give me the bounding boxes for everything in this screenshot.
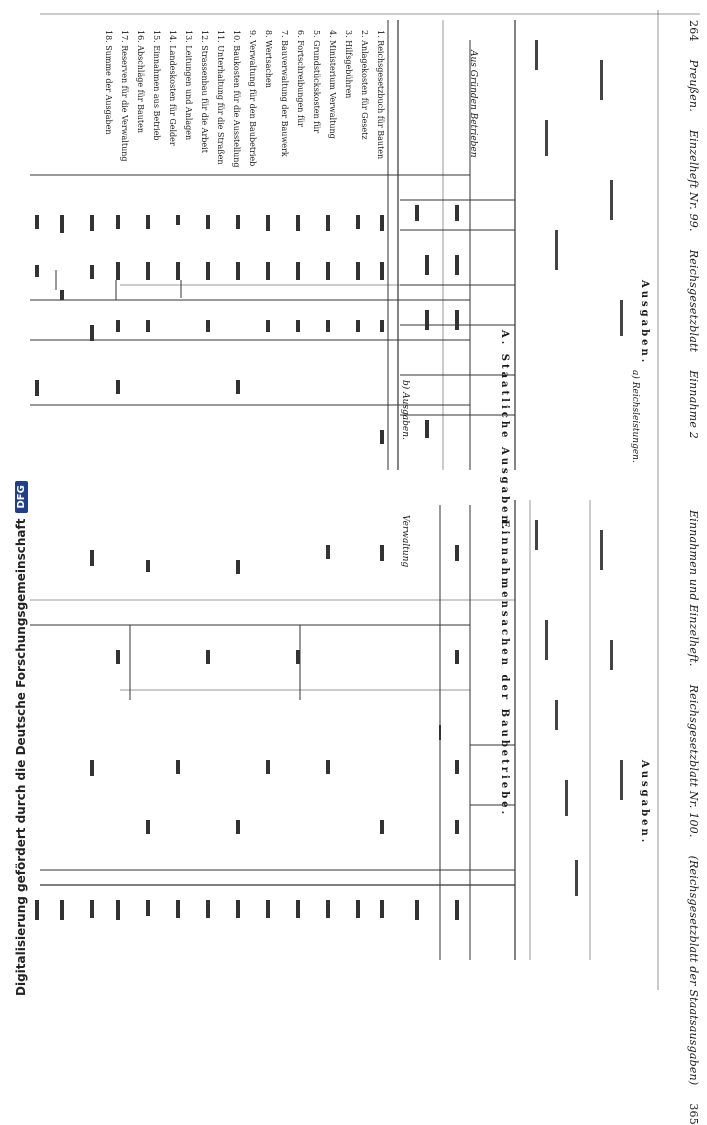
row-label: 10. Baukosten für die Ausstellung bbox=[232, 30, 241, 168]
row-label: 7. Bauverwaltung der Bauwerk bbox=[280, 30, 289, 157]
footer-text: Digitalisierung gefördert durch die Deutsche Forschungsgemeinschaft bbox=[14, 518, 28, 996]
row-label: 9. Verwaltung für den Baubetrieb bbox=[248, 30, 257, 167]
right-running-head bbox=[687, 510, 700, 1125]
row-label: 12. Strassenbau für die Arbeit bbox=[200, 30, 209, 153]
right-subtitle: Einnahmensachen der Baubetriebe. bbox=[499, 520, 510, 818]
row-label: 6. Fortschreibungen für bbox=[296, 30, 305, 127]
row-label: 2. Anlagekosten für Gesetz bbox=[360, 30, 369, 140]
row-label: 13. Leitungen und Anlagen bbox=[184, 30, 193, 141]
row-label: 18. Summe der Ausgaben bbox=[104, 30, 113, 135]
row-label: 5. Grundstückskosten für bbox=[312, 30, 321, 134]
left-row-labels bbox=[104, 30, 385, 168]
right-head-2: Reichsgesetzblatt Nr. 100. bbox=[687, 684, 700, 838]
left-subtitle-c: b) Ausgaben. bbox=[400, 380, 410, 440]
left-column-header: Aus Gründen Betrieben bbox=[468, 50, 478, 158]
left-head-3: Reichsgesetzblatt bbox=[687, 249, 700, 353]
right-section-title: Ausgaben. bbox=[639, 760, 650, 846]
left-section-title: Ausgaben. bbox=[639, 280, 650, 366]
left-head-1: Preußen. bbox=[687, 59, 700, 112]
left-subtitle-b: A. Staatliche Ausgaben. bbox=[499, 330, 510, 533]
row-label: 1. Reichsgesetzbuch für Bauten bbox=[376, 30, 385, 160]
row-label: 11. Unterhaltung für die Straßen bbox=[216, 30, 225, 165]
row-label: 16. Abschläge für Bauten bbox=[136, 30, 145, 134]
right-head-1: Einnahmen und Einzelheft. bbox=[687, 510, 700, 667]
left-head-2: Einzelheft Nr. 99. bbox=[687, 129, 700, 232]
row-label: 3. Hilfsgebühren bbox=[344, 30, 353, 99]
row-label: 14. Landeskosten für Gelder bbox=[168, 30, 177, 146]
right-page-number: 365 bbox=[687, 1103, 700, 1125]
row-label: 17. Reserven für die Verwaltung bbox=[120, 30, 129, 162]
left-head-4: Einnahme 2 bbox=[687, 370, 700, 439]
row-label: 4. Ministerium Verwaltung bbox=[328, 30, 337, 139]
right-subtitle-2: Verwaltung bbox=[400, 515, 410, 568]
left-running-head bbox=[687, 20, 700, 439]
right-head-3: (Reichsgesetzblatt der Staatsausgaben) bbox=[687, 855, 700, 1086]
dfg-logo: DFG bbox=[15, 481, 28, 512]
left-page-number: 264 bbox=[687, 20, 700, 42]
row-label: 15. Einnahmen aus Betrieb bbox=[152, 30, 161, 141]
dfg-footer bbox=[14, 481, 28, 996]
left-subtitle-a: a) Reichsleistungen. bbox=[630, 370, 640, 463]
row-label: 8. Wertsachen bbox=[264, 30, 273, 88]
